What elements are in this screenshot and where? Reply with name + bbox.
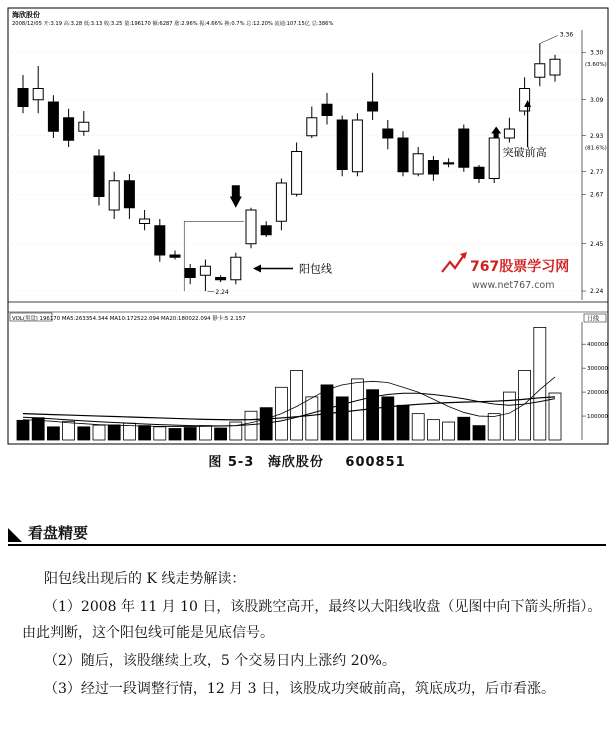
volume-bar	[154, 427, 166, 440]
volume-tick-label: 300000	[587, 366, 608, 373]
volume-bar	[427, 420, 439, 440]
figure-stock-code: 600851	[345, 455, 406, 470]
volume-bar	[32, 418, 44, 440]
candle-body	[124, 181, 134, 208]
volume-bar	[412, 414, 424, 440]
candle-body	[398, 138, 408, 172]
watermark-brand: 767股票学习网	[470, 259, 570, 275]
candle-body	[550, 59, 560, 75]
volume-bar	[549, 393, 561, 440]
triangle-icon	[8, 528, 22, 542]
candle-body	[64, 118, 74, 141]
period-label: 日线	[587, 315, 600, 323]
paragraph-intro: 阳包线出现后的 K 线走势解读：	[44, 571, 246, 587]
candle-body	[109, 181, 119, 210]
volume-bar	[245, 411, 257, 440]
volume-bar	[169, 429, 181, 441]
candle-body	[246, 210, 256, 244]
volume-tick-label: 100000	[587, 414, 608, 421]
price-tick-label: 2.24	[590, 288, 604, 295]
candle-body	[428, 161, 438, 175]
candle-body	[489, 138, 499, 179]
volume-bar	[382, 397, 394, 440]
volume-tick-label: 400000	[587, 342, 608, 349]
candle-body	[383, 129, 393, 138]
analysis-text	[22, 566, 607, 704]
volume-bar	[306, 397, 318, 440]
candle-body	[140, 219, 150, 224]
price-tick-label: 2.93	[590, 132, 604, 140]
candle-body	[444, 163, 454, 164]
volume-bar	[215, 428, 227, 440]
candle-body	[185, 269, 195, 278]
price-tick-label: 2.45	[590, 240, 604, 248]
price-tick-label: 3.09	[590, 96, 604, 104]
price-extra-label: (3.60%)	[585, 62, 607, 68]
price-tick-label: 2.67	[590, 191, 604, 199]
candle-body	[413, 154, 423, 174]
candle-body	[276, 183, 286, 221]
paragraph-point-2: （2）随后，该股继续上攻，5 个交易日内上涨约 20%。	[44, 653, 396, 669]
volume-bar	[17, 420, 29, 440]
candle-body	[504, 129, 514, 138]
volume-bar	[488, 414, 500, 440]
candle-body	[322, 104, 332, 115]
volume-bar	[534, 327, 546, 440]
volume-bar	[473, 426, 485, 440]
figure-stock-name: 海欣股份	[267, 455, 324, 470]
figure-caption	[0, 451, 614, 470]
candle-body	[459, 129, 469, 167]
price-extra-label: (81.6%)	[585, 145, 607, 152]
volume-bar	[503, 392, 515, 440]
section-title: 看盘精要	[28, 524, 89, 542]
volume-bar	[519, 371, 531, 440]
high-price-label: 3.36	[559, 31, 574, 39]
price-info-line: 2008/12/05 开:3.19 高:3.28 低:3.13 收:3.25 量:196170 额:6287 涨:2.96% 振:4.66% 换:0.7% 总:12.20% 流通:107.15亿 总:386%	[12, 21, 334, 27]
yang-bao-xian-label: 阳包线	[299, 262, 332, 276]
paragraph-point-1: （1）2008 年 11 月 10 日，该股跳空高开，最终以大阳线收盘（见图中向下箭头所指）。由此判断，这个阳包线可能是见底信号。	[22, 599, 602, 641]
volume-bar	[199, 426, 211, 440]
candle-body	[200, 266, 210, 275]
candle-body	[231, 257, 241, 280]
price-tick-label: 3.30	[590, 49, 604, 57]
volume-tick-label: 200000	[587, 390, 608, 397]
volume-bar	[93, 425, 105, 440]
paragraph-point-3: （3）经过一段调整行情，12 月 3 日，该股成功突破前高，筑底成功，后市看涨。	[44, 681, 555, 697]
candle-body	[33, 89, 43, 100]
candle-body	[535, 64, 545, 78]
volume-bar	[108, 425, 120, 440]
price-tick-label: 2.77	[590, 168, 604, 176]
candle-body	[261, 226, 271, 235]
section-header	[8, 522, 606, 546]
volume-bar	[397, 405, 409, 440]
volume-bar	[63, 421, 75, 440]
candle-body	[368, 102, 378, 111]
candle-body	[307, 118, 317, 136]
candle-body	[18, 89, 28, 107]
candle-body	[352, 120, 362, 172]
watermark-url: www.net767.com	[472, 280, 555, 291]
volume-info-line: VOL(黑盘) 196170 MA5:263354.344 MA10:172522.094 MA20:180022.094 静卡:5 2.157	[12, 316, 246, 322]
candle-body	[48, 102, 58, 131]
stock-name-label: 海欣股份	[12, 11, 40, 19]
candle-body	[216, 278, 226, 280]
figure-label: 图 5-3	[208, 455, 255, 470]
low-price-label: 2.24	[215, 289, 229, 296]
break-high-label: 突破前高	[502, 146, 547, 159]
candle-body	[474, 167, 484, 178]
volume-bar	[78, 427, 90, 440]
volume-bar	[291, 371, 303, 440]
volume-bar	[321, 385, 333, 440]
candle-body	[337, 120, 347, 170]
candle-body	[292, 152, 302, 195]
volume-bar	[458, 417, 470, 440]
candle-body	[94, 156, 104, 197]
candle-body	[155, 226, 165, 255]
volume-bar	[139, 426, 151, 440]
volume-bar	[47, 427, 59, 440]
volume-bar	[184, 428, 196, 440]
volume-bar	[443, 422, 455, 440]
chart-border	[8, 8, 608, 444]
candle-body	[79, 122, 89, 131]
candle-body	[170, 255, 180, 257]
